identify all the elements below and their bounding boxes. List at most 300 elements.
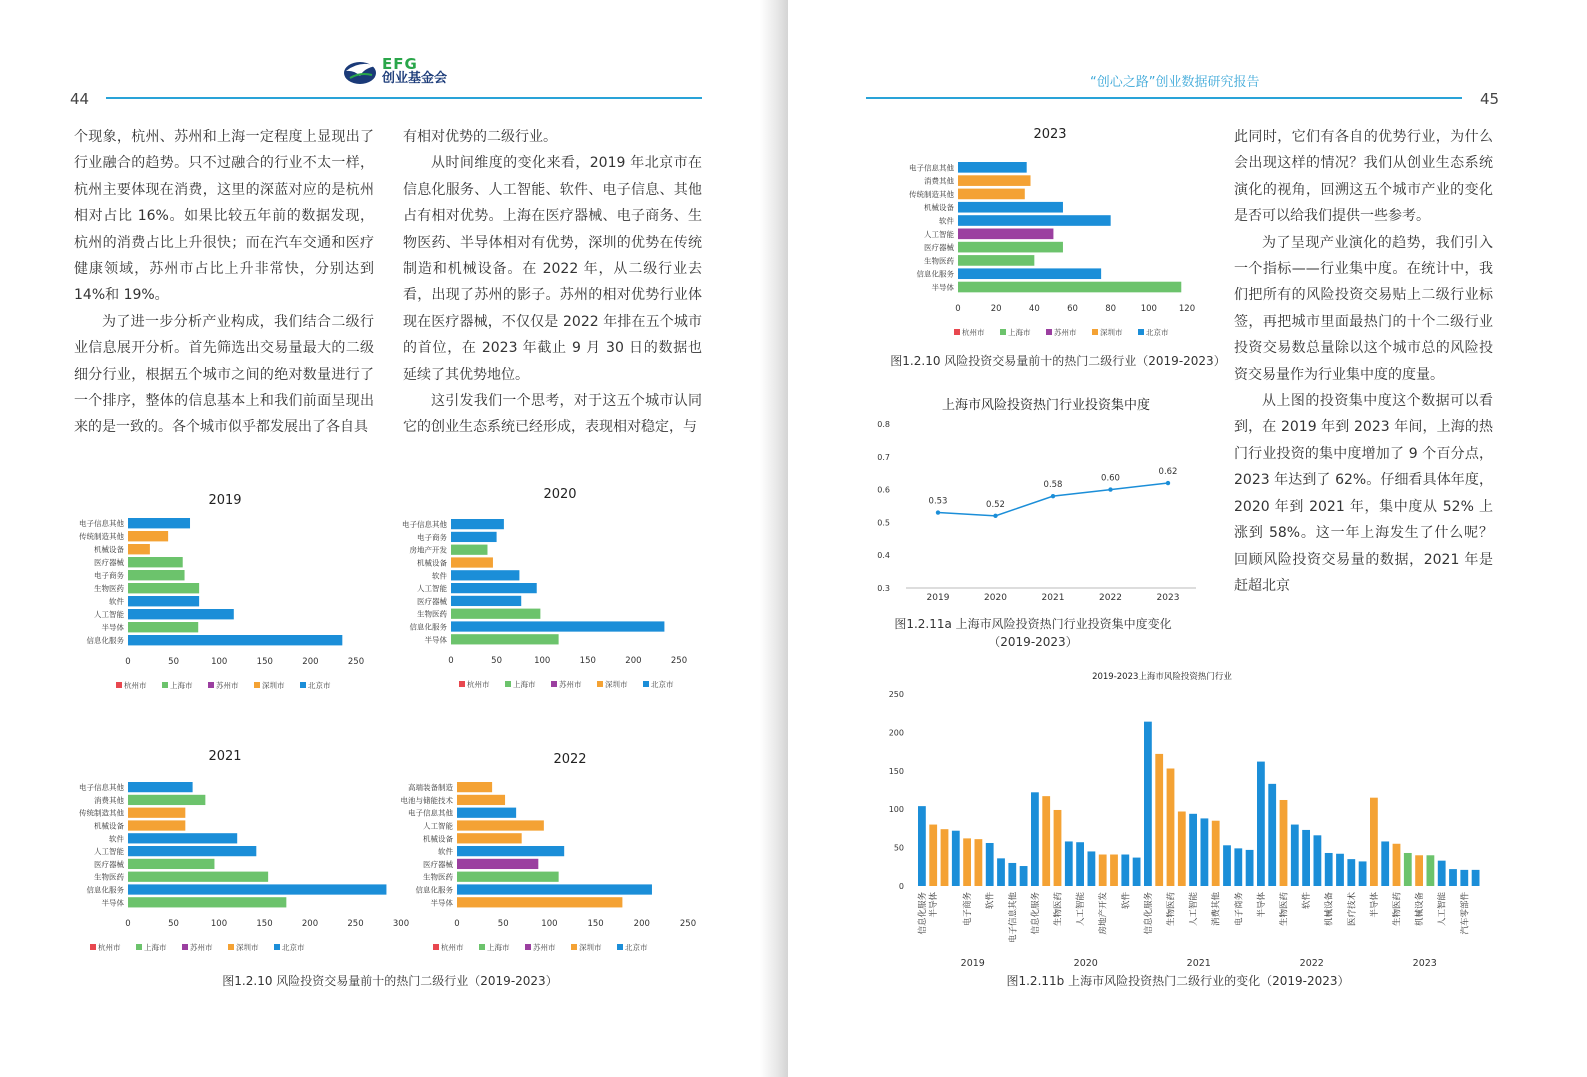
legend-label: 苏州市 xyxy=(1054,328,1077,337)
bar xyxy=(1212,821,1220,886)
tick-label: 50 xyxy=(497,919,509,929)
category-label: 医疗器械 xyxy=(94,859,124,869)
category-label: 信息化服务 xyxy=(916,269,954,279)
bar xyxy=(457,872,559,882)
bar xyxy=(128,622,198,632)
bar xyxy=(1336,854,1344,886)
bar xyxy=(128,570,185,580)
tick-label: 200 xyxy=(888,728,904,738)
legend-label: 杭州市 xyxy=(962,328,985,337)
category-label: 半导体 xyxy=(931,283,954,293)
legend-swatch xyxy=(90,944,96,950)
report-title: “创心之路”创业数据研究报告 xyxy=(1090,75,1260,90)
bar xyxy=(451,545,487,555)
tick-label: 250 xyxy=(347,657,365,667)
category-label: 传统制造其他 xyxy=(79,532,124,542)
category-label: 人工智能 xyxy=(94,847,124,857)
page-number-right: 45 xyxy=(1480,90,1500,108)
bar xyxy=(1359,861,1367,886)
category-label: 信息化服务 xyxy=(409,622,447,632)
bar xyxy=(128,872,268,882)
paragraph: 有相对优势的二级行业。 xyxy=(403,129,557,145)
bar xyxy=(1427,855,1435,886)
bar xyxy=(128,820,185,830)
paragraph: 从上图的投资集中度这个数据可以看到，在 2019 年到 2023 年间，上海的热门行业投资的集中度增加了 9 个百分点，2023 年达到了 62%。仔细看具体年度，2020 年到 2021 年，集中度从 52% 上涨到 58%。这一年上海发生了什么呢？回顾风险投资交易量的数据，2021 年是赶超北京 xyxy=(1234,393,1493,594)
paragraph: 这引发我们一个思考，对于这五个城市认同它的创业生态系统已经形成，表现相对稳定，与 xyxy=(403,393,702,436)
bar xyxy=(1088,851,1096,886)
tick-label: 2023 xyxy=(1156,593,1180,603)
bar xyxy=(958,268,1101,279)
data-point xyxy=(1051,494,1055,498)
bar xyxy=(128,808,185,818)
tick-label: 0.4 xyxy=(877,551,890,561)
category-label: 机械设备 xyxy=(94,545,124,555)
bar xyxy=(128,897,286,907)
category-label: 生物医药 xyxy=(94,584,124,594)
legend-swatch xyxy=(1092,329,1098,335)
data-point xyxy=(1108,487,1112,491)
chart-title: 上海市风险投资热门行业投资集中度 xyxy=(941,398,1151,413)
legend-swatch xyxy=(571,944,577,950)
chart-2020 xyxy=(385,482,695,689)
category-label: 生物医药 xyxy=(417,609,447,619)
group-label: 2019 xyxy=(960,958,985,969)
category-label: 电子商务 xyxy=(963,892,974,927)
logo xyxy=(342,56,447,86)
data-label: 0.52 xyxy=(986,499,1005,510)
legend-label: 上海市 xyxy=(170,681,193,690)
paragraph: 为了呈现产业演化的趋势，我们引入一个指标——行业集中度。在统计中，我们把所有的风险投资交易贴上二级行业标签，再把城市里面最热门的十个二级行业投资交易数总量除以这个城市总的风险投资交易量作为行业集中度的度量。 xyxy=(1234,234,1493,383)
bar xyxy=(1415,855,1423,886)
tick-label: 50 xyxy=(168,919,179,929)
left-text-column-1 xyxy=(74,124,374,441)
legend-swatch xyxy=(208,682,214,688)
category-label: 电子信息其他 xyxy=(402,520,447,530)
category-label: 人工智能 xyxy=(423,821,453,831)
data-label: 0.60 xyxy=(1101,473,1120,484)
bar xyxy=(1460,870,1468,886)
legend-swatch xyxy=(300,682,306,688)
legend-label: 苏州市 xyxy=(190,943,213,952)
bar xyxy=(128,846,256,856)
group-label: 2021 xyxy=(1186,958,1211,969)
bar xyxy=(1133,858,1141,886)
category-label: 电子商务 xyxy=(94,571,124,581)
legend-label: 杭州市 xyxy=(441,943,464,952)
bar xyxy=(1110,855,1118,886)
category-label: 信息化服务 xyxy=(1143,892,1154,935)
header-rule-left xyxy=(106,97,702,99)
chart-title: 2021 xyxy=(208,749,242,764)
legend-label: 北京市 xyxy=(625,943,648,952)
category-label: 人工智能 xyxy=(417,584,447,594)
chart-2021 xyxy=(60,744,410,954)
category-label: 软件 xyxy=(1121,892,1132,910)
category-label: 机械设备 xyxy=(417,558,447,568)
tick-label: 200 xyxy=(625,656,642,666)
bar xyxy=(975,839,983,886)
bar xyxy=(1370,798,1378,886)
bar xyxy=(918,806,926,886)
bar xyxy=(457,897,622,907)
bar xyxy=(128,609,234,619)
bar xyxy=(128,557,183,567)
tick-label: 0 xyxy=(955,304,961,314)
category-label: 电子信息其他 xyxy=(1008,892,1019,944)
tick-label: 2021 xyxy=(1041,593,1065,603)
bar xyxy=(451,621,664,631)
tick-label: 100 xyxy=(541,919,558,929)
category-label: 信息化服务 xyxy=(86,885,124,895)
chart-title: 2019-2023上海市风险投资热门行业 xyxy=(1092,672,1232,682)
header-rule-right xyxy=(866,97,1462,99)
bar xyxy=(986,843,994,886)
category-label: 信息化服务 xyxy=(1030,892,1041,935)
category-label: 机械设备 xyxy=(1324,892,1335,927)
category-label: 信息化服务 xyxy=(86,636,124,646)
category-label: 信息化服务 xyxy=(917,892,928,935)
bar xyxy=(1291,825,1299,886)
legend-swatch xyxy=(433,944,439,950)
bar xyxy=(1167,768,1175,886)
paragraph: 从时间维度的变化来看，2019 年北京市在信息化服务、人工智能、软件、电子信息、其他占有相对优势。上海在医疗器械、电子商务、生物医药、半导体相对有优势，深圳的优势在传统制造和机械设备。在 2022 年，从二级行业去看，出现了苏州的影子。苏州的相对优势行业体现在医疗器械，不仅仅是 2022 年排在五个城市的首位，在 2023 年截止 9 月 30 日的数据也延续了其优势地位。 xyxy=(403,155,702,383)
tick-label: 0.3 xyxy=(877,584,890,593)
legend-label: 上海市 xyxy=(513,680,536,689)
category-label: 电子信息其他 xyxy=(79,783,124,793)
group-label: 2022 xyxy=(1299,958,1324,969)
category-label: 半导体 xyxy=(929,892,940,918)
legend-label: 杭州市 xyxy=(124,681,147,690)
concentration-line-chart xyxy=(876,392,1206,612)
category-label: 人工智能 xyxy=(1189,892,1200,927)
tick-label: 0.8 xyxy=(877,420,890,429)
bar xyxy=(457,846,564,856)
tick-label: 100 xyxy=(534,656,551,666)
legend-label: 苏州市 xyxy=(216,681,239,690)
bar xyxy=(128,583,199,593)
category-label: 生物医药 xyxy=(1166,892,1177,927)
bar xyxy=(1393,844,1401,886)
bar xyxy=(1223,845,1231,886)
bar xyxy=(457,795,505,805)
tick-label: 50 xyxy=(491,656,503,666)
tick-label: 2019 xyxy=(926,593,950,603)
category-label: 软件 xyxy=(109,597,124,607)
bar xyxy=(958,162,1027,173)
bar xyxy=(128,531,168,541)
category-label: 医疗器械 xyxy=(423,859,453,869)
logo-name: 创业基金会 xyxy=(382,71,448,86)
bar xyxy=(1381,841,1389,886)
legend-label: 杭州市 xyxy=(467,680,490,689)
tick-label: 100 xyxy=(1140,304,1157,314)
legend-label: 北京市 xyxy=(282,943,305,952)
category-label: 软件 xyxy=(1302,892,1313,910)
data-label: 0.53 xyxy=(928,496,948,507)
legend-swatch xyxy=(597,681,603,687)
data-label: 0.62 xyxy=(1158,467,1178,478)
legend-swatch xyxy=(1046,329,1052,335)
legend-label: 上海市 xyxy=(144,943,167,952)
bar xyxy=(128,833,237,843)
bar xyxy=(929,825,937,886)
category-label: 高端装备制造 xyxy=(408,783,453,793)
category-label: 软件 xyxy=(939,216,954,226)
bar xyxy=(451,532,497,542)
legend-label: 苏州市 xyxy=(533,943,556,952)
data-point xyxy=(1166,481,1170,485)
legend-swatch xyxy=(274,944,280,950)
category-label: 医疗器械 xyxy=(924,243,954,253)
category-label: 半导体 xyxy=(101,623,124,633)
legend-label: 深圳市 xyxy=(236,943,259,952)
tick-label: 100 xyxy=(211,657,228,667)
legend-label: 深圳市 xyxy=(1100,328,1123,337)
bar xyxy=(1076,842,1084,886)
category-label: 生物医药 xyxy=(423,872,453,882)
bar xyxy=(457,859,538,869)
tick-label: 150 xyxy=(256,657,273,667)
category-label: 医疗器械 xyxy=(94,558,124,568)
bar xyxy=(128,795,205,805)
legend-label: 北京市 xyxy=(651,680,674,689)
chart-svg xyxy=(385,747,695,957)
legend-swatch xyxy=(182,944,188,950)
tick-label: 0 xyxy=(125,919,131,929)
figure-caption: 图1.2.10 风险投资交易量前十的热门二级行业（2019-2023） xyxy=(222,974,558,988)
chart-2019 xyxy=(60,488,370,688)
tick-label: 0.6 xyxy=(877,485,890,495)
chart-title: 2019 xyxy=(208,493,242,508)
legend-swatch xyxy=(116,682,122,688)
legend-swatch xyxy=(643,681,649,687)
category-label: 医疗器械 xyxy=(417,596,447,606)
tick-label: 0 xyxy=(448,656,454,666)
bar xyxy=(958,189,1025,200)
bar xyxy=(128,884,386,894)
category-label: 人工智能 xyxy=(1437,892,1448,927)
spine-shadow xyxy=(760,0,788,1077)
category-label: 电子信息其他 xyxy=(79,519,124,529)
tick-label: 2022 xyxy=(1099,593,1122,603)
bar xyxy=(451,609,540,619)
tick-label: 0 xyxy=(898,882,904,891)
chart-svg xyxy=(60,488,370,688)
legend-swatch xyxy=(617,944,623,950)
chart-2022 xyxy=(385,747,695,957)
legend-label: 上海市 xyxy=(1008,328,1031,337)
category-label: 电子商务 xyxy=(1234,892,1245,927)
bar xyxy=(958,215,1111,226)
legend-label: 上海市 xyxy=(487,943,510,952)
figure-caption-line-2: （2019-2023） xyxy=(988,635,1078,649)
tick-label: 250 xyxy=(888,690,904,699)
bar xyxy=(1404,853,1412,886)
tick-label: 150 xyxy=(256,919,273,929)
category-label: 软件 xyxy=(109,834,124,844)
bar xyxy=(1438,861,1446,886)
bar xyxy=(457,782,492,792)
bar xyxy=(1178,812,1186,886)
figure-caption: 图1.2.11b 上海市风险投资热门二级行业的变化（2019-2023） xyxy=(1006,974,1350,988)
data-point xyxy=(993,514,997,518)
bar xyxy=(952,831,960,886)
legend-label: 北京市 xyxy=(1146,328,1169,337)
category-label: 医疗技术 xyxy=(1347,892,1358,927)
tick-label: 200 xyxy=(302,657,319,667)
bar xyxy=(1268,784,1276,886)
category-label: 人工智能 xyxy=(924,229,954,239)
category-label: 房地产开发 xyxy=(409,545,447,555)
category-label: 电子信息其他 xyxy=(909,163,954,173)
tick-label: 50 xyxy=(893,843,904,853)
chart-title: 2022 xyxy=(553,752,587,767)
legend-label: 深圳市 xyxy=(579,943,602,952)
legend-swatch xyxy=(551,681,557,687)
category-label: 生物医药 xyxy=(924,256,954,266)
group-label: 2020 xyxy=(1073,958,1098,969)
bar xyxy=(1234,848,1242,886)
chart-2023 xyxy=(888,122,1218,337)
bar xyxy=(128,596,199,606)
legend-label: 苏州市 xyxy=(559,680,582,689)
data-label: 0.58 xyxy=(1043,480,1063,491)
chart-svg xyxy=(385,482,695,689)
category-label: 机械设备 xyxy=(94,821,124,831)
paragraph: 为了进一步分析产业构成，我们结合二级行业信息展开分析。首先筛选出交易量最大的二级细分行业，根据五个城市之间的绝对数量进行了一个排序，整体的信息基本上和我们前面呈现出来的是一致的。各个城市似乎都发展出了各自具 xyxy=(74,313,374,436)
bar xyxy=(1042,796,1050,886)
chart-svg xyxy=(60,744,410,954)
tick-label: 0.7 xyxy=(877,452,890,462)
bar xyxy=(128,782,193,792)
tick-label: 60 xyxy=(1067,304,1078,314)
category-label: 半导体 xyxy=(1256,892,1267,918)
bar xyxy=(1189,814,1197,886)
bar xyxy=(941,829,949,886)
chart-svg xyxy=(870,662,1480,967)
category-label: 房地产开发 xyxy=(1098,892,1109,935)
data-point xyxy=(936,510,940,514)
bar xyxy=(451,570,519,580)
tick-label: 150 xyxy=(587,919,604,929)
chart-svg xyxy=(876,392,1206,612)
category-label: 机械设备 xyxy=(1415,892,1426,927)
bar xyxy=(1121,855,1129,886)
category-label: 生物医药 xyxy=(1053,892,1064,927)
left-page xyxy=(0,0,782,1077)
right-text-column xyxy=(1234,124,1493,599)
bar xyxy=(128,544,150,554)
tick-label: 0 xyxy=(454,919,460,929)
tick-label: 0 xyxy=(125,657,131,667)
legend-swatch xyxy=(479,944,485,950)
category-label: 传统制造其他 xyxy=(79,808,124,818)
paragraph: 个现象，杭州、苏州和上海一定程度上显现出了行业融合的趋势。只不过融合的行业不太一样，杭州主要体现在消费，这里的深蓝对应的是杭州相对占比 16%。如果比较五年前的数据发现，杭州的消费占比上升很快；而在汽车交通和医疗健康领域，苏州市占比上升非常快，分别达到 14%和 19%。 xyxy=(74,129,374,304)
tick-label: 250 xyxy=(679,919,697,929)
legend-swatch xyxy=(525,944,531,950)
legend-label: 杭州市 xyxy=(98,943,121,952)
bar xyxy=(457,833,522,843)
category-label: 电池与储能技术 xyxy=(400,795,453,805)
tick-label: 50 xyxy=(168,657,180,667)
legend-label: 深圳市 xyxy=(262,681,285,690)
bar xyxy=(958,282,1181,293)
bar xyxy=(128,859,214,869)
bar xyxy=(958,242,1063,253)
category-label: 半导体 xyxy=(1369,892,1380,918)
category-label: 生物医药 xyxy=(1279,892,1290,927)
bar xyxy=(958,202,1063,213)
bar xyxy=(457,820,544,830)
category-label: 人工智能 xyxy=(1076,892,1087,927)
tick-label: 40 xyxy=(1028,304,1040,314)
bar xyxy=(1031,792,1039,886)
legend-swatch xyxy=(254,682,260,688)
tick-label: 80 xyxy=(1105,304,1117,314)
category-label: 汽车零部件 xyxy=(1460,892,1471,935)
category-label: 软件 xyxy=(438,847,453,857)
bar xyxy=(451,596,521,606)
legend-swatch xyxy=(505,681,511,687)
tick-label: 120 xyxy=(1178,304,1196,314)
logo-mark: EFG xyxy=(382,55,418,73)
bar xyxy=(1302,830,1310,886)
bar xyxy=(457,884,652,894)
category-label: 半导体 xyxy=(430,898,453,908)
category-label: 生物医药 xyxy=(94,872,124,882)
bar xyxy=(1325,853,1333,886)
industry-column-chart xyxy=(870,662,1480,967)
chart-title: 2020 xyxy=(543,487,577,502)
bar xyxy=(128,518,190,528)
category-label: 半导体 xyxy=(101,898,124,908)
tick-label: 300 xyxy=(392,919,410,929)
bar xyxy=(451,634,559,644)
bar xyxy=(997,858,1005,886)
bar xyxy=(1065,841,1073,886)
tick-label: 250 xyxy=(670,656,688,666)
category-label: 人工智能 xyxy=(94,610,124,620)
chart-title: 2023 xyxy=(1033,127,1067,142)
bar xyxy=(958,229,1053,240)
legend-swatch xyxy=(136,944,142,950)
legend-swatch xyxy=(954,329,960,335)
category-label: 消费其他 xyxy=(924,176,954,186)
bar xyxy=(1472,870,1480,886)
category-label: 软件 xyxy=(985,892,996,910)
legend-swatch xyxy=(1138,329,1144,335)
right-page xyxy=(788,0,1587,1077)
tick-label: 0.5 xyxy=(877,518,890,528)
tick-label: 20 xyxy=(990,304,1002,314)
bar xyxy=(1280,800,1288,886)
bar xyxy=(1257,762,1265,886)
bar xyxy=(128,635,342,645)
legend-swatch xyxy=(1000,329,1006,335)
category-label: 信息化服务 xyxy=(415,885,453,895)
category-label: 传统制造其他 xyxy=(909,189,954,199)
legend-swatch xyxy=(228,944,234,950)
group-label: 2023 xyxy=(1412,958,1437,969)
bar xyxy=(1449,869,1457,886)
tick-label: 100 xyxy=(888,805,904,815)
chart-svg xyxy=(888,122,1218,337)
category-label: 机械设备 xyxy=(423,834,453,844)
bar xyxy=(1246,850,1254,886)
bar xyxy=(1314,835,1322,886)
bar xyxy=(963,838,971,886)
bar xyxy=(1054,810,1062,886)
